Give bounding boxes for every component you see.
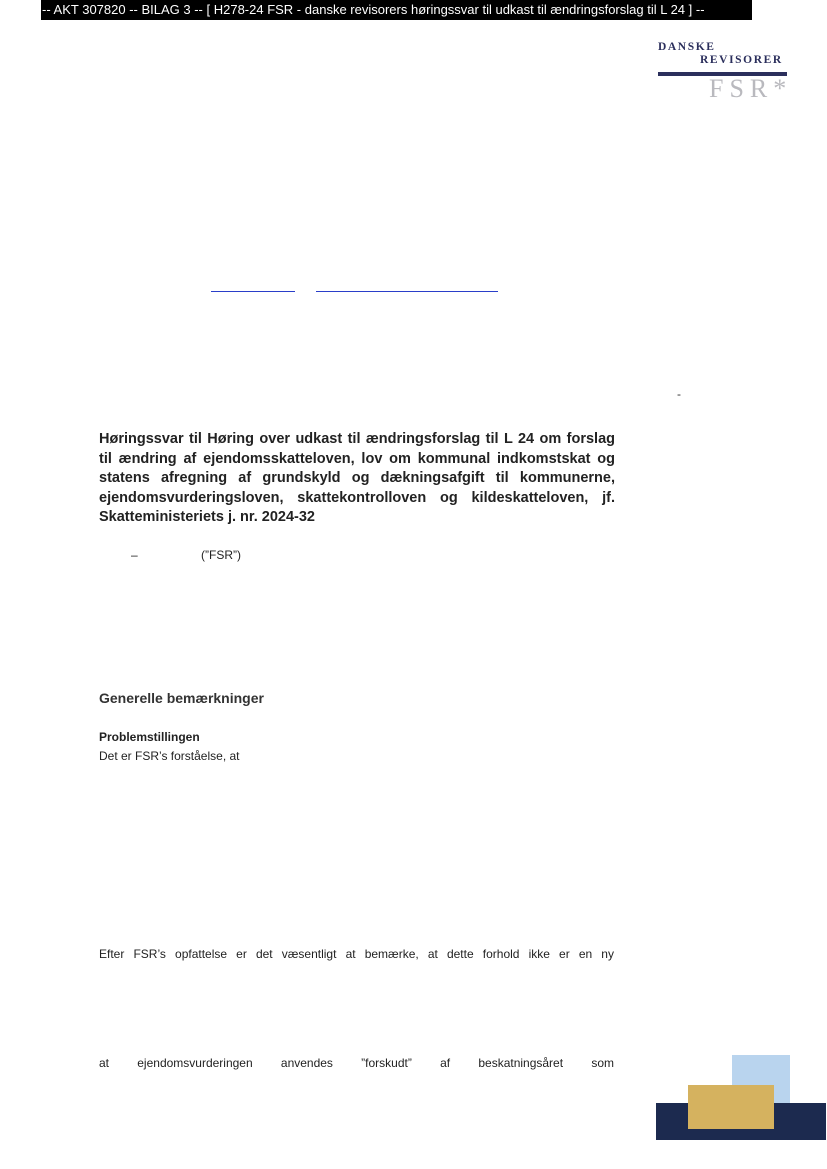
word: ny xyxy=(601,947,614,961)
word: beskatningsåret xyxy=(478,1056,564,1070)
margin-dash: - xyxy=(677,387,681,401)
paragraph-line: Det er FSR’s forståelse, at xyxy=(99,749,240,763)
word: ”forskudt” xyxy=(361,1056,412,1070)
hyperlink-underline[interactable] xyxy=(211,291,295,292)
document-banner: -- AKT 307820 -- BILAG 3 -- [ H278-24 FSR - danske revisorers høringssvar til udkast til ændringsforslag til L 24 ] -- xyxy=(41,0,752,20)
word: af xyxy=(440,1056,451,1070)
logo-fsr-mark: FSR* xyxy=(709,74,793,103)
intro-line xyxy=(131,548,241,562)
word: ikke xyxy=(528,947,550,961)
word: ejendomsvurderingen xyxy=(137,1056,253,1070)
word: at xyxy=(427,947,438,961)
word: det xyxy=(255,947,273,961)
subsection-title: Problemstillingen xyxy=(99,730,200,744)
word: anvendes xyxy=(280,1056,333,1070)
paragraph-line-justified xyxy=(99,947,614,961)
word: dette xyxy=(446,947,474,961)
word: opfattelse xyxy=(175,947,228,961)
word: at xyxy=(99,1056,110,1070)
logo-text-danske: DANSKE xyxy=(658,41,716,53)
section-title: Generelle bemærkninger xyxy=(99,690,264,706)
word: er xyxy=(559,947,570,961)
word: som xyxy=(591,1056,614,1070)
word: bemærke, xyxy=(364,947,419,961)
word: at xyxy=(345,947,356,961)
decorative-block-gold xyxy=(688,1085,774,1129)
hyperlink-underline[interactable] xyxy=(316,291,498,292)
word: en xyxy=(578,947,593,961)
word: er xyxy=(236,947,247,961)
intro-dash: – xyxy=(131,548,138,562)
word: FSR’s xyxy=(133,947,166,961)
word: væsentligt xyxy=(281,947,337,961)
logo-text-revisorer: REVISORER xyxy=(700,54,783,66)
word: forhold xyxy=(482,947,520,961)
fsr-logo xyxy=(656,40,793,104)
paragraph-line-justified xyxy=(99,1056,614,1070)
intro-abbreviation: (”FSR”) xyxy=(201,548,242,562)
word: Efter xyxy=(99,947,125,961)
letter-heading: Høringssvar til Høring over udkast til ændringsforslag til L 24 om forslag til ændring af ejendomsskatteloven, lov om kommunal indkomstskat og statens afregning af grundskyld og dækningsafgift til kommunerne, ejendomsvurderingsloven, skattekontrolloven og kildeskatteloven, jf. Skatteministeriets j. nr. 2024-32 xyxy=(99,431,615,525)
